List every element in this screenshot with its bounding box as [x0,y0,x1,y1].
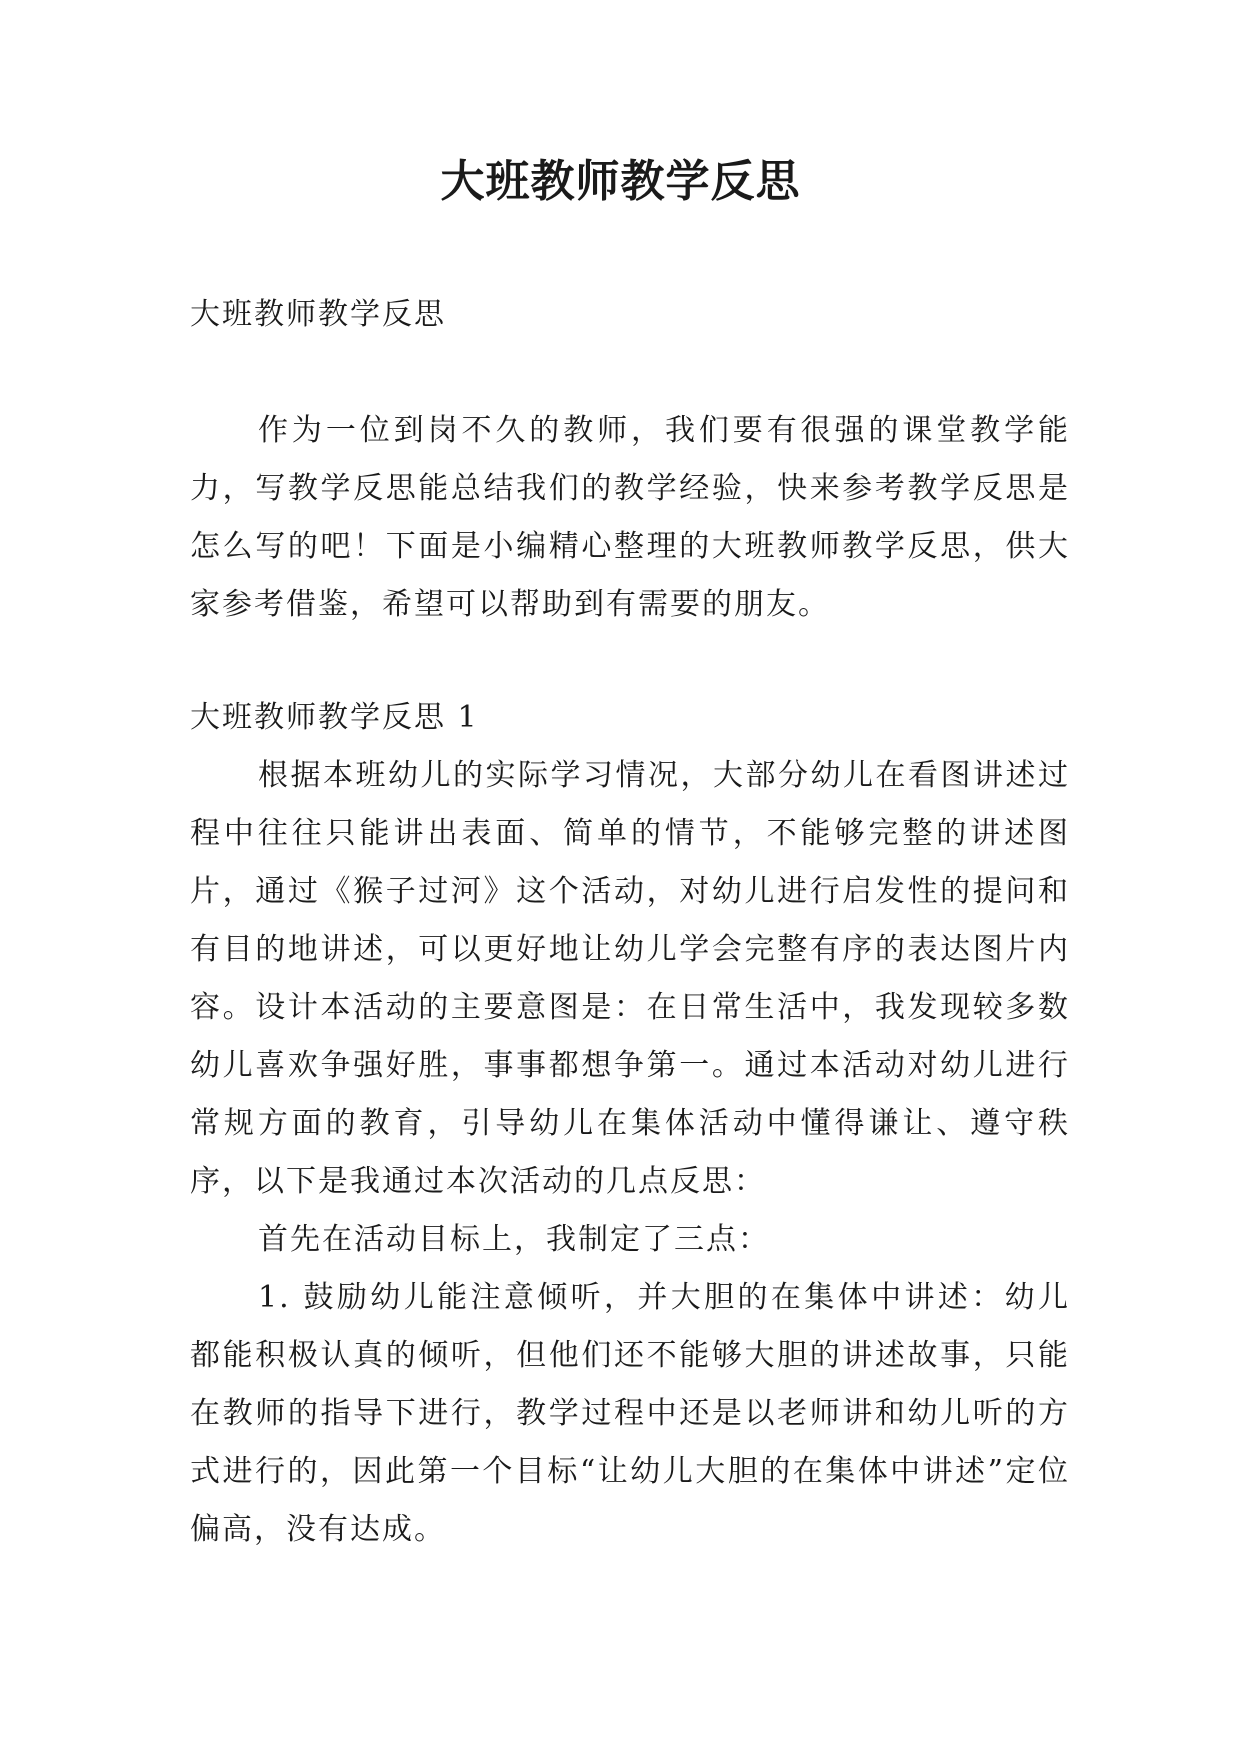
document-body [190,286,1070,1559]
body-paragraph: 1. 鼓励幼儿能注意倾听，并大胆的在集体中讲述：幼儿都能积极认真的倾听，但他们还不能够大胆的讲述故事，只能在教师的指导下进行，教学过程中还是以老师讲和幼儿听的方式进行的，因此第一个目标“让幼儿大胆的在集体中讲述”定位偏高，没有达成。 [190,1280,1070,1547]
document-title: 大班教师教学反思 [440,156,801,207]
intro-paragraph: 作为一位到岗不久的教师，我们要有很强的课堂教学能力，写教学反思能总结我们的教学经验，快来参考教学反思是怎么写的吧！下面是小编精心整理的大班教师教学反思，供大家参考借鉴，希望可以帮助到有需要的朋友。 [190,413,1070,622]
spacer [190,634,1070,689]
section-heading: 大班教师教学反思 1 [190,700,479,735]
document-subtitle: 大班教师教学反思 [190,297,446,332]
body-paragraph: 根据本班幼儿的实际学习情况，大部分幼儿在看图讲述过程中往往只能讲出表面、简单的情节，不能够完整的讲述图片，通过《猴子过河》这个活动，对幼儿进行启发性的提问和有目的地讲述，可以更好地让幼儿学会完整有序的表达图片内容。设计本活动的主要意图是：在日常生活中，我发现较多数幼儿喜欢争强好胜，事事都想争第一。通过本活动对幼儿进行常规方面的教育，引导幼儿在集体活动中懂得谦让、遵守秩序，以下是我通过本次活动的几点反思： [190,758,1070,1199]
spacer [190,344,1070,402]
body-paragraph: 首先在活动目标上，我制定了三点： [258,1222,770,1257]
